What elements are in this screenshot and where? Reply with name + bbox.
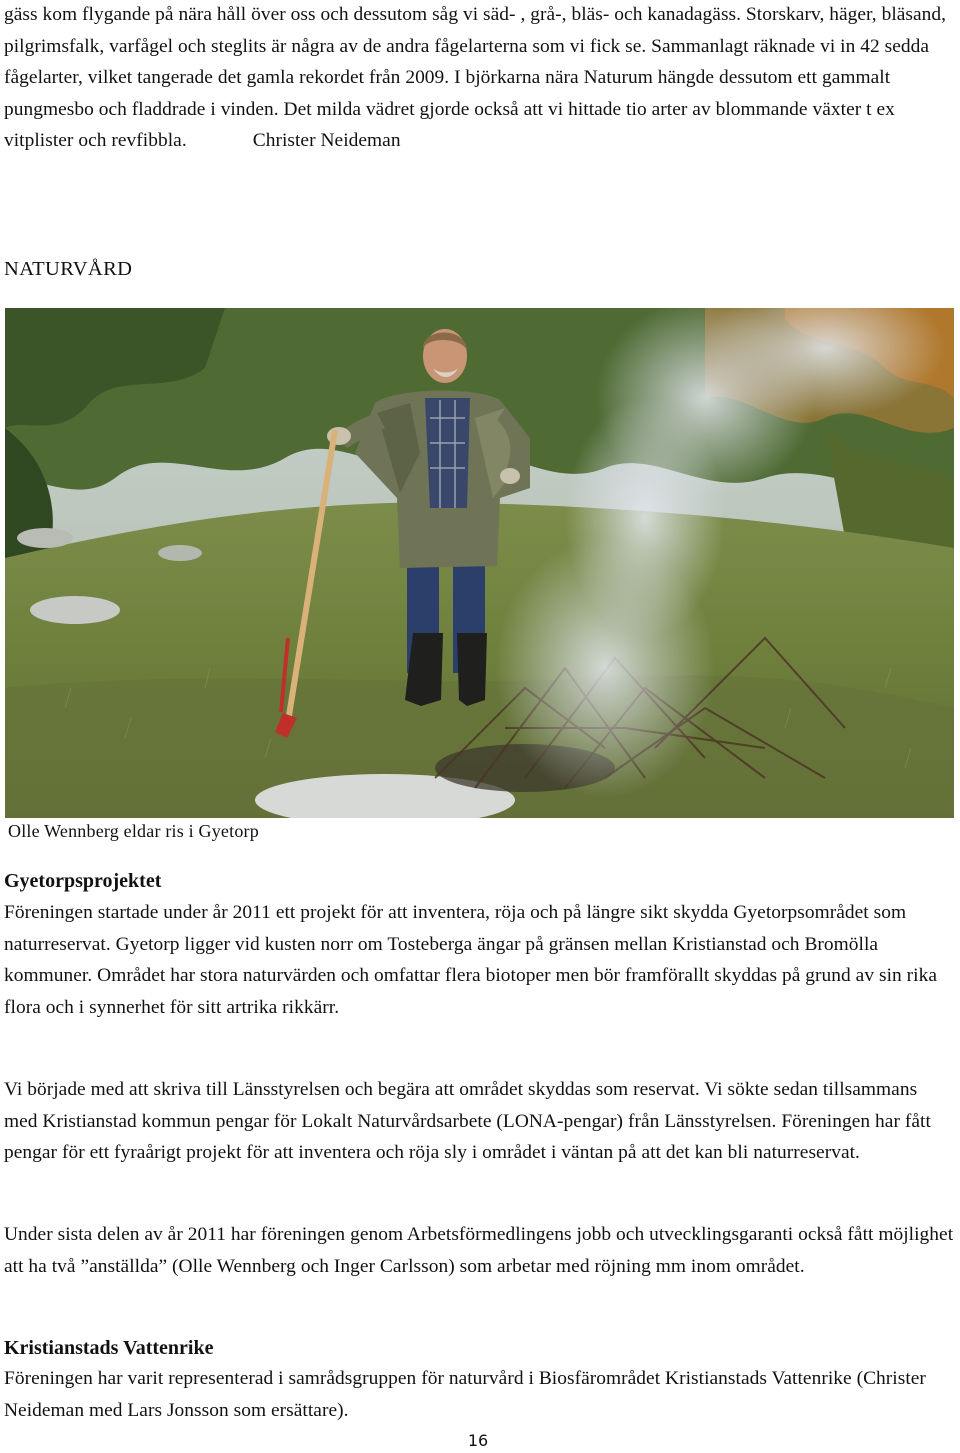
gyetorp-paragraph-1: Föreningen startade under år 2011 ett projekt för att inventera, röja och på längre sikt skydda Gyetorpsområdet som naturreservat. Gyetorp ligger vid kusten norr om Tosteberga ängar på gränsen mellan Kristianstad och Bromölla kommuner. Området har stora naturvärden och omfattar flera biotoper men bör framförallt skyddas på grund av sin rika flora och i synnerhet för sitt artrika rikkärr. — [4, 902, 938, 1018]
gyetorp-paragraph-3: Under sista delen av år 2011 har föreningen genom Arbetsförmedlingens jobb och utvecklingsgaranti också fått möjlighet att ha två ”anställda” (Olle Wennberg och Inger Carlsson) som arbetar med röjning mm inom området. — [4, 1224, 954, 1277]
heading-gyetorpsprojektet: Gyetorpsprojektet — [4, 870, 162, 892]
section-title: NATURVÅRD — [4, 258, 133, 280]
heading-kristianstads-vattenrike: Kristianstads Vattenrike — [4, 1337, 214, 1359]
photo-man-burning-brush — [5, 308, 954, 818]
intro-text: gäss kom flygande på nära håll över oss och dessutom såg vi säd- , grå-, bläs- och kanadagäss. Storskarv, häger, bläsand, pilgrimsfalk, varfågel och steglits är några av de andra fågelarterna som vi fick se. Sammanlagt räknade vi in 42 sedda fågelarter, vilket tangerade det gamla rekordet från 2009. I björkarna nära Naturum hängde dessutom ett gammalt pungmesbo och fladdrade i vinden. Det milda vädret gjorde också att vi hittade tio arter av blommande växter t ex vitplister och revfibbla. — [4, 4, 947, 152]
gyetorp-paragraph-2: Vi började med att skriva till Länsstyrelsen och begära att området skyddas som reservat. Vi sökte sedan tillsammans med Kristianstad kommun pengar för Lokalt Naturvårdsarbete (LONA-pengar) från Länsstyrelsen. Föreningen har fått pengar för ett fyraårigt projekt för att inventera och röja sly i området i väntan på att det kan bli naturreservat. — [4, 1079, 931, 1164]
page-number: 16 — [467, 1431, 489, 1450]
vattenrike-paragraph: Föreningen har varit representerad i samrådsgruppen för naturvård i Biosfärområdet Kristianstads Vattenrike (Christer Neideman med Lars Jonsson som ersättare). — [4, 1368, 926, 1421]
author-signature: Christer Neideman — [252, 130, 401, 152]
photo-caption: Olle Wennberg eldar ris i Gyetorp — [8, 821, 259, 841]
intro-paragraph — [4, 0, 954, 157]
